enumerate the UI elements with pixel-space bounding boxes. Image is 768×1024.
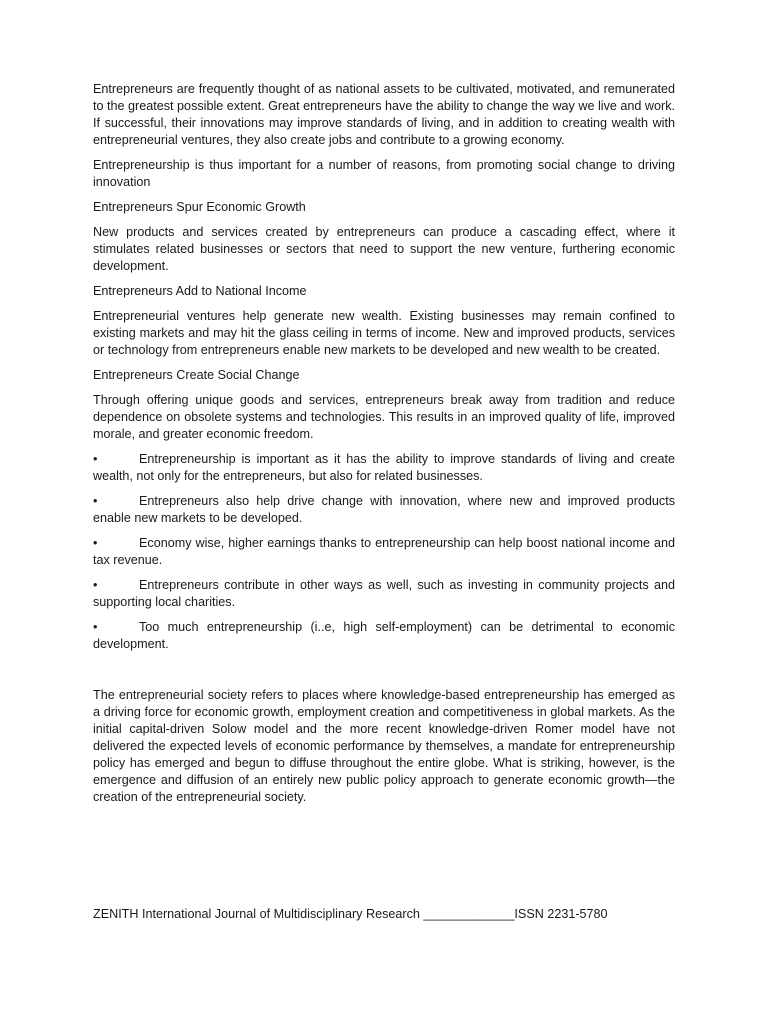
body-paragraph: Entrepreneurs are frequently thought of as national assets to be cultivated, motivated, and remunerated to the greatest possible extent. Great entrepreneurs have the ability to change the way we live and work. If successful, their innovations may improve standards of living, and in addition to creating wealth with entrepreneurial ventures, they also create jobs and contribute to a growing economy. [93, 82, 675, 147]
bullet-text: Entrepreneurs contribute in other ways as well, such as investing in community projects and supporting local charities. [93, 578, 675, 609]
body-paragraph: Entrepreneurship is thus important for a number of reasons, from promoting social change to driving innovation [93, 158, 675, 189]
section-heading: Entrepreneurs Add to National Income [93, 284, 307, 298]
bullet-text: Too much entrepreneurship (i..e, high self-employment) can be detrimental to economic development. [93, 620, 675, 651]
bullet-marker: • [93, 578, 98, 592]
bullet-marker: • [93, 494, 98, 508]
bullet-marker: • [93, 452, 98, 466]
body-paragraph: Through offering unique goods and services, entrepreneurs break away from tradition and reduce dependence on obsolete systems and technologies. This results in an improved quality of life, improved morale, and greater economic freedom. [93, 393, 675, 441]
section-spacer [93, 661, 675, 687]
bullet-item [93, 493, 675, 527]
bullet-item [93, 577, 675, 611]
bullet-item [93, 619, 675, 653]
body-paragraph: New products and services created by entrepreneurs can produce a cascading effect, where it stimulates related businesses or sectors that need to support the new venture, furthering economic development. [93, 225, 675, 273]
bullet-text: Entrepreneurship is important as it has the ability to improve standards of living and create wealth, not only for the entrepreneurs, but also for related businesses. [93, 452, 675, 483]
bullet-marker: • [93, 620, 98, 634]
journal-footer: ZENITH International Journal of Multidisciplinary Research _____________ISSN 2231-5780 [93, 907, 608, 921]
bullet-item [93, 535, 675, 569]
body-paragraph: Entrepreneurial ventures help generate new wealth. Existing businesses may remain confined to existing markets and may hit the glass ceiling in terms of income. New and improved products, services or technology from entrepreneurs enable new markets to be developed and new wealth to be created. [93, 309, 675, 357]
bullet-marker: • [93, 536, 98, 550]
bullet-item [93, 451, 675, 485]
bullet-text: Economy wise, higher earnings thanks to entrepreneurship can help boost national income and tax revenue. [93, 536, 675, 567]
section-heading: Entrepreneurs Spur Economic Growth [93, 200, 306, 214]
document-body [93, 81, 675, 814]
bullet-text: Entrepreneurs also help drive change with innovation, where new and improved products enable new markets to be developed. [93, 494, 675, 525]
body-paragraph: The entrepreneurial society refers to places where knowledge-based entrepreneurship has emerged as a driving force for economic growth, employment creation and competitiveness in global markets. As the initial capital-driven Solow model and the more recent knowledge-driven Romer model have not delivered the expected levels of economic performance by themselves, a mandate for entrepreneurship policy has emerged and begun to diffuse throughout the entire globe. What is striking, however, is the emergence and diffusion of an entirely new public policy approach to generate economic growth—the creation of the entrepreneurial society. [93, 688, 675, 804]
section-heading: Entrepreneurs Create Social Change [93, 368, 300, 382]
